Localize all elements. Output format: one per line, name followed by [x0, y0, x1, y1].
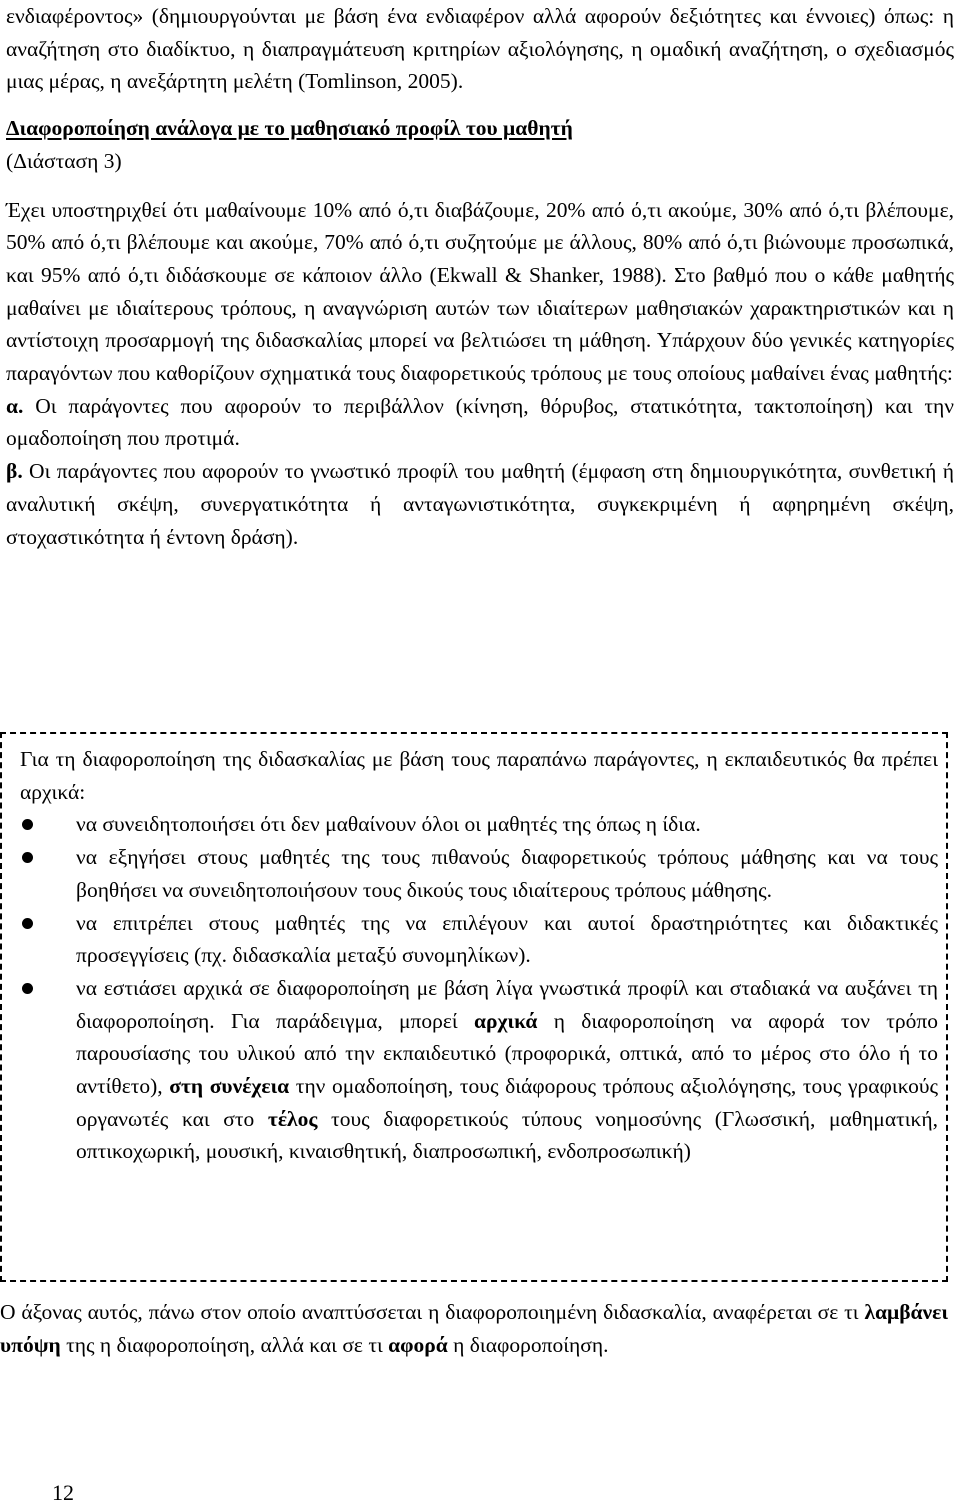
callout-bullet-1 — [20, 808, 938, 841]
bullet-4-part-2: η διαφοροποίηση να αφορά τον τρόπο παρουσίασης του υλικού από την εκπαιδευτικό (προφορικά, οπτικά, από το μέρος στο όλο ή το αντίθετο), — [76, 1008, 939, 1099]
bullet-dot-icon — [22, 819, 33, 830]
bullet-dot-icon — [22, 983, 33, 994]
callout-bullet-4 — [20, 972, 938, 1168]
bullet-4-emphasis-next: στη συνέχεια — [169, 1074, 290, 1099]
document-page — [6, 0, 954, 553]
closing-part-2: της η διαφοροποίηση, αλλά και σε τι — [60, 1332, 389, 1357]
closing-paragraph — [0, 1296, 948, 1361]
page-number: 12 — [52, 1480, 74, 1505]
factor-a-paragraph — [6, 390, 954, 455]
closing-section — [0, 1296, 948, 1361]
callout-bullet-3 — [20, 907, 938, 972]
dashed-callout-box — [0, 732, 948, 1282]
section-heading-text: Διαφοροποίηση ανάλογα με το μαθησιακό προφίλ του μαθητή — [6, 116, 573, 141]
callout-bullet-2-text: να εξηγήσει στους μαθητές της τους πιθανούς διαφορετικούς τρόπους μάθησης και να τους βοηθήσει να συνειδητοποιήσουν τους δικούς τους ιδιαίτερους τρόπους μάθησης. — [76, 845, 938, 902]
factor-b-paragraph — [6, 455, 954, 553]
bullet-4-part-1: να εστιάσει αρχικά σε διαφοροποίηση με βάση λίγα γνωστικά προφίλ και σταδιακά να αυξάνει τη διαφοροποίηση. Για παράδειγμα, μπορεί — [76, 975, 938, 1033]
factor-b-marker: β. — [6, 459, 23, 484]
closing-emphasis-considers: λαμβάνει υπόψη — [0, 1300, 948, 1357]
bullet-4-emphasis-end: τέλος — [267, 1106, 318, 1131]
factor-a-text: Οι παράγοντες που αφορούν το περιβάλλον (κίνηση, θόρυβος, στατικότητα, τακτοποίηση) και την ομαδοποίηση που προτιμά. — [6, 393, 954, 451]
bullet-4-part-3: την ομαδοποίηση, τους διάφορους τρόπους αξιολόγησης, τους γραφικούς οργανωτές και στο — [76, 1074, 938, 1131]
callout-intro: Για τη διαφοροποίηση της διδασκαλίας με βάση τους παραπάνω παράγοντες, η εκπαιδευτικός θα πρέπει αρχικά: — [20, 747, 938, 804]
section-heading — [6, 112, 954, 145]
section-subheading: (Διάσταση 3) — [6, 148, 122, 173]
intro-paragraph: ενδιαφέροντος» (δημιουργούνται με βάση ένα ενδιαφέρον αλλά αφορούν δεξιότητες και έννοιες) όπως: η αναζήτηση στο διαδίκτυο, η διαπραγμάτευση κριτηρίων αξιολόγησης, η ομαδική αναζήτηση, ο σχεδιασμός μιας μέρας, η ανεξάρτητη μελέτη (Tomlinson, 2005). — [6, 4, 954, 94]
learning-percentages-paragraph: Έχει υποστηριχθεί ότι μαθαίνουμε 10% από ό,τι διαβάζουμε, 20% από ό,τι ακούμε, 30% από ό,τι βλέπουμε, 50% από ό,τι βλέπουμε και ακούμε, 70% από ό,τι συζητούμε με άλλους, 80% από ό,τι βιώνουμε προσωπικά, και 95% από ό,τι διδάσκουμε σε κάποιον άλλο (Ekwall & Shanker, 1988). Στο βαθμό που ο κάθε μαθητής μαθαίνει με ιδιαίτερους τρόπους, η αναγνώριση αυτών των ιδιαίτερων μαθησιακών χαρακτηριστικών και η αντίστοιχη προσαρμογή της διδασκαλίας μπορεί να βελτιώσει τη μάθηση. Υπάρχουν δύο γενικές κατηγορίες παραγόντων που καθορίζουν σχηματικά τους διαφορετικούς τρόπους με τους οποίους μαθαίνει ένας μαθητής: — [6, 197, 954, 386]
factor-b-text: Οι παράγοντες που αφορούν το γνωστικό προφίλ του μαθητή (έμφαση στη δημιουργικότητα, συνθετική ή αναλυτική σκέψη, συνεργατικότητα ή ανταγωνιστικότητα, συγκεκριμένη ή αφηρημένη σκέψη, στοχαστικότητα ή έντονη δράση). — [6, 459, 954, 549]
bullet-dot-icon — [22, 852, 33, 863]
callout-bullet-4-text — [76, 976, 938, 1164]
factor-a-marker: α. — [6, 393, 24, 418]
closing-part-1: Ο άξονας αυτός, πάνω στον οποίο αναπτύσσεται η διαφοροποιημένη διδασκαλία, αναφέρεται σε τι — [0, 1300, 865, 1324]
bullet-4-emphasis-initially: αρχικά — [474, 1008, 538, 1033]
callout-bullet-2 — [20, 841, 938, 906]
callout-bullet-3-text: να επιτρέπει στους μαθητές της να επιλέγουν και αυτοί δραστηριότητες και διδακτικές προσεγγίσεις (πχ. διδασκαλία μεταξύ συνομηλίκων). — [76, 910, 938, 968]
callout-bullet-1-text: να συνειδητοποιήσει ότι δεν μαθαίνουν όλοι οι μαθητές της όπως η ίδια. — [76, 812, 701, 837]
bullet-4-part-4: τους διαφορετικούς τύπους νοημοσύνης (Γλωσσική, μαθηματική, οπτικοχωρική, μουσική, κιναισθητική, διαπροσωπική, ενδοπροσωπική) — [76, 1106, 938, 1164]
bullet-dot-icon — [22, 918, 33, 929]
callout-content — [20, 743, 938, 1168]
closing-part-3: η διαφοροποίηση. — [447, 1332, 609, 1357]
closing-emphasis-concerns: αφορά — [388, 1332, 448, 1357]
